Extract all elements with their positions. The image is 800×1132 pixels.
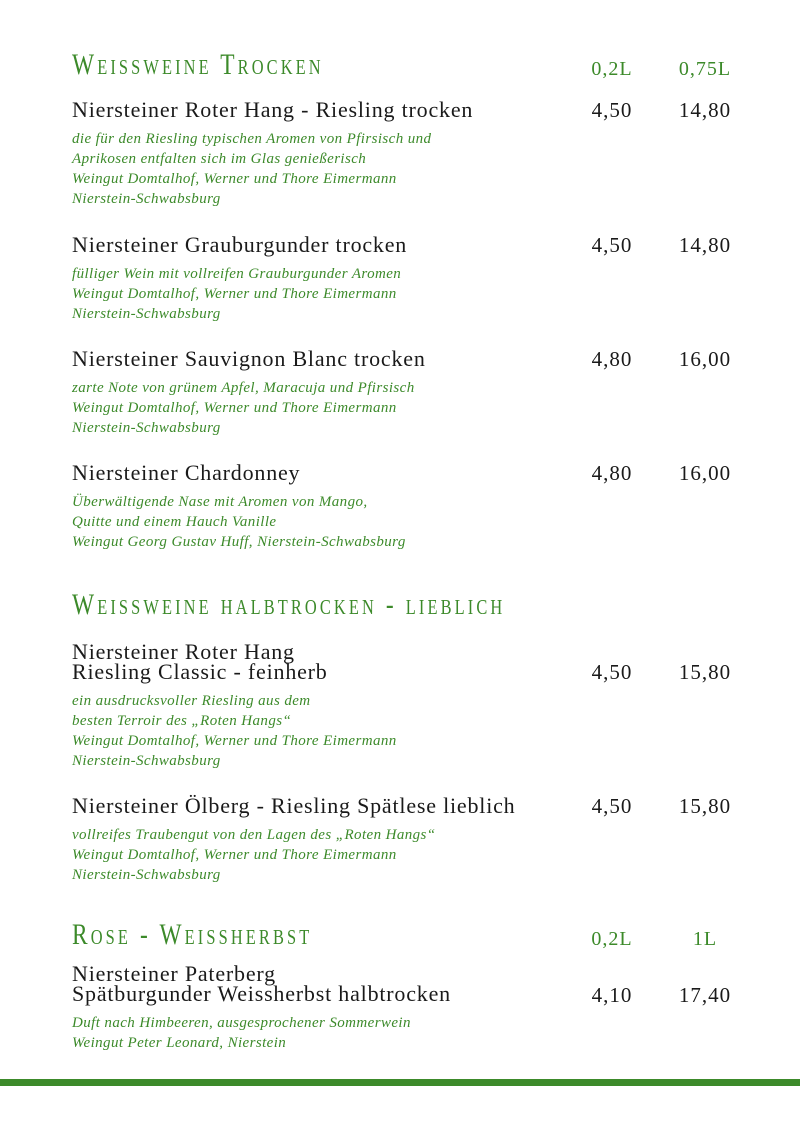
wine-description-line: die für den Riesling typischen Aromen von Pfirsisch und [72,131,432,147]
wine-description-line: Nierstein-Schwabsburg [72,191,221,207]
price-large: 14,80 [678,98,732,122]
wine-description [72,825,772,885]
wine-name-line: Niersteiner Grauburgunder trocken [72,232,408,257]
section-heading-rose-weissherbst: Rose - Weissherbst [72,918,313,951]
wine-description-line: vollreifes Traubengut von den Lagen des „Roten Hangs“ [72,827,436,843]
wine-name-line: Niersteiner Roter Hang [72,639,295,664]
wine-description-line: fülliger Wein mit vollreifen Grauburgunder Aromen [72,266,402,282]
size-label-large: 1L [692,928,718,950]
wine-name-line: Spätburgunder Weissherbst halbtrocken [72,981,451,1006]
price-large: 17,40 [678,983,732,1007]
wine-name-line: Niersteiner Ölberg - Riesling Spätlese lieblich [72,793,516,818]
wine-description-line: Weingut Domtalhof, Werner und Thore Eimermann [72,733,397,749]
price-small: 4,80 [591,347,633,371]
wine-description-line: Weingut Peter Leonard, Nierstein [72,1035,287,1051]
wine-description-line: Nierstein-Schwabsburg [72,753,221,769]
wine-name-line: Niersteiner Roter Hang - Riesling trocken [72,97,474,122]
size-label-small: 0,2L [591,58,633,80]
section-heading-weissweine-halbtrocken: Weissweine halbtrocken - lieblich [72,588,506,621]
price-large: 15,80 [678,660,732,684]
price-small: 4,80 [591,461,633,485]
price-small: 4,50 [591,233,633,257]
price-small: 4,50 [591,660,633,684]
wine-description-line: Nierstein-Schwabsburg [72,867,221,883]
wine-name-line: Niersteiner Chardonney [72,460,301,485]
wine-description-line: Weingut Domtalhof, Werner und Thore Eimermann [72,847,397,863]
wine-description-line: Überwältigende Nase mit Aromen von Mango, [72,494,368,510]
wine-description [72,1013,772,1053]
price-large: 16,00 [678,347,732,371]
wine-name-line: Riesling Classic - feinherb [72,659,328,684]
wine-description [72,492,772,552]
wine-description-line: Duft nach Himbeeren, ausgesprochener Sommerwein [72,1015,411,1031]
wine-description-line: besten Terroir des „Roten Hangs“ [72,713,292,729]
price-large: 16,00 [678,461,732,485]
price-small: 4,10 [591,983,633,1007]
price-large: 14,80 [678,233,732,257]
wine-description-line: Nierstein-Schwabsburg [72,306,221,322]
price-small: 4,50 [591,98,633,122]
footer-divider-bar [0,1079,800,1086]
wine-description-line: Weingut Domtalhof, Werner und Thore Eimermann [72,171,397,187]
wine-description-line: Weingut Domtalhof, Werner und Thore Eimermann [72,400,397,416]
wine-description-line: Quitte und einem Hauch Vanille [72,514,277,530]
wine-description-line: ein ausdrucksvoller Riesling aus dem [72,693,311,709]
price-small: 4,50 [591,794,633,818]
wine-name-line: Niersteiner Sauvignon Blanc trocken [72,346,426,371]
wine-description-line: Nierstein-Schwabsburg [72,420,221,436]
price-large: 15,80 [678,794,732,818]
size-label-small: 0,2L [591,928,633,950]
wine-description [72,691,772,771]
wine-description-line: Weingut Georg Gustav Huff, Nierstein-Schwabsburg [72,534,406,550]
section-heading-weissweine-trocken: Weissweine Trocken [72,48,324,81]
wine-description-line: zarte Note von grünem Apfel, Maracuja und Pfirsisch [72,380,415,396]
size-label-large: 0,75L [678,58,732,80]
wine-description [72,264,772,324]
wine-entry [72,961,772,1053]
wine-description-line: Aprikosen entfalten sich im Glas genießerisch [72,151,367,167]
wine-name-line: Niersteiner Paterberg [72,961,276,986]
wine-description [72,378,772,438]
wine-description [72,129,772,209]
wine-description-line: Weingut Domtalhof, Werner und Thore Eimermann [72,286,397,302]
